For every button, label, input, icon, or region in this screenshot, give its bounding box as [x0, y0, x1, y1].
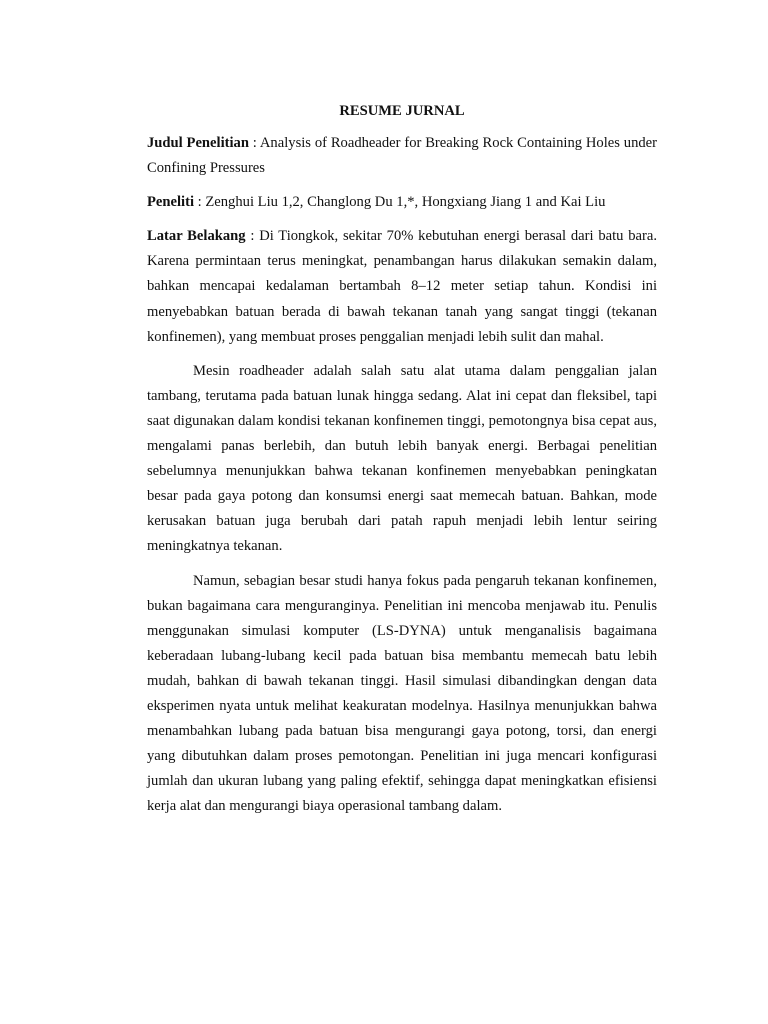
latar-belakang-label: Latar Belakang [147, 228, 246, 245]
body-paragraph-roadheader: Mesin roadheader adalah salah satu alat utama dalam penggalian jalan tambang, terutama pada batuan lunak hingga sedang. Alat ini cepat dan fleksibel, tapi saat digunakan dalam kondisi tekanan konfinemen tinggi, pemotongnya bisa cepat aus, mengalami panas berlebih, dan butuh lebih banyak energi. Berbagai penelitian sebelumnya menunjukkan bahwa tekanan konfinemen menyebabkan peningkatan besar pada gaya potong dan konsumsi energi saat memecah batuan. Bahkan, mode kerusakan batuan juga berubah dari patah rapuh menjadi lebih lentur seiring meningkatnya tekanan. [147, 362, 657, 555]
peneliti-text: : Zenghui Liu 1,2, Changlong Du 1,*, Hongxiang Jiang 1 and Kai Liu [194, 194, 606, 211]
peneliti-paragraph [147, 190, 657, 215]
latar-belakang-text: : Di Tiongkok, sekitar 70% kebutuhan energi berasal dari batu bara. Karena permintaan terus meningkat, penambangan harus dilakukan semakin dalam, bahkan mencapai kedalaman bertambah 8–12 meter setiap tahun. Kondisi ini menyebabkan batuan berada di bawah tekanan tanah yang sangat tinggi (tekanan konfinemen), yang membuat proses penggalian menjadi lebih sulit dan mahal. [147, 228, 657, 345]
judul-label: Judul Penelitian [147, 135, 249, 151]
peneliti-label: Peneliti [147, 194, 195, 211]
document-body [147, 100, 657, 828]
judul-text: : Analysis of Roadheader for Breaking Rock Containing Holes under Confining Pressures [147, 135, 657, 177]
document-title: RESUME JURNAL [339, 103, 465, 119]
latar-belakang-paragraph [147, 224, 657, 349]
body-paragraph-simulation: Namun, sebagian besar studi hanya fokus pada pengaruh tekanan konfinemen, bukan bagaimana cara menguranginya. Penelitian ini mencoba menjawab itu. Penulis menggunakan simulasi komputer (LS-DYNA) untuk menganalisis bagaimana keberadaan lubang-lubang kecil pada batuan bisa membantu memecah batu lebih mudah, bahkan di bawah tekanan tinggi. Hasil simulasi dibandingkan dengan data eksperimen nyata untuk melihat keakuratan modelnya. Hasilnya menunjukkan bahwa menambahkan lubang pada batuan bisa mengurangi gaya potong, torsi, dan energi yang dibutuhkan dalam proses pemotongan. Penelitian ini juga mencari konfigurasi jumlah dan ukuran lubang yang paling efektif, sehingga dapat meningkatkan efisiensi kerja alat dan mengurangi biaya operasional tambang dalam. [147, 572, 657, 815]
judul-paragraph [147, 131, 657, 181]
